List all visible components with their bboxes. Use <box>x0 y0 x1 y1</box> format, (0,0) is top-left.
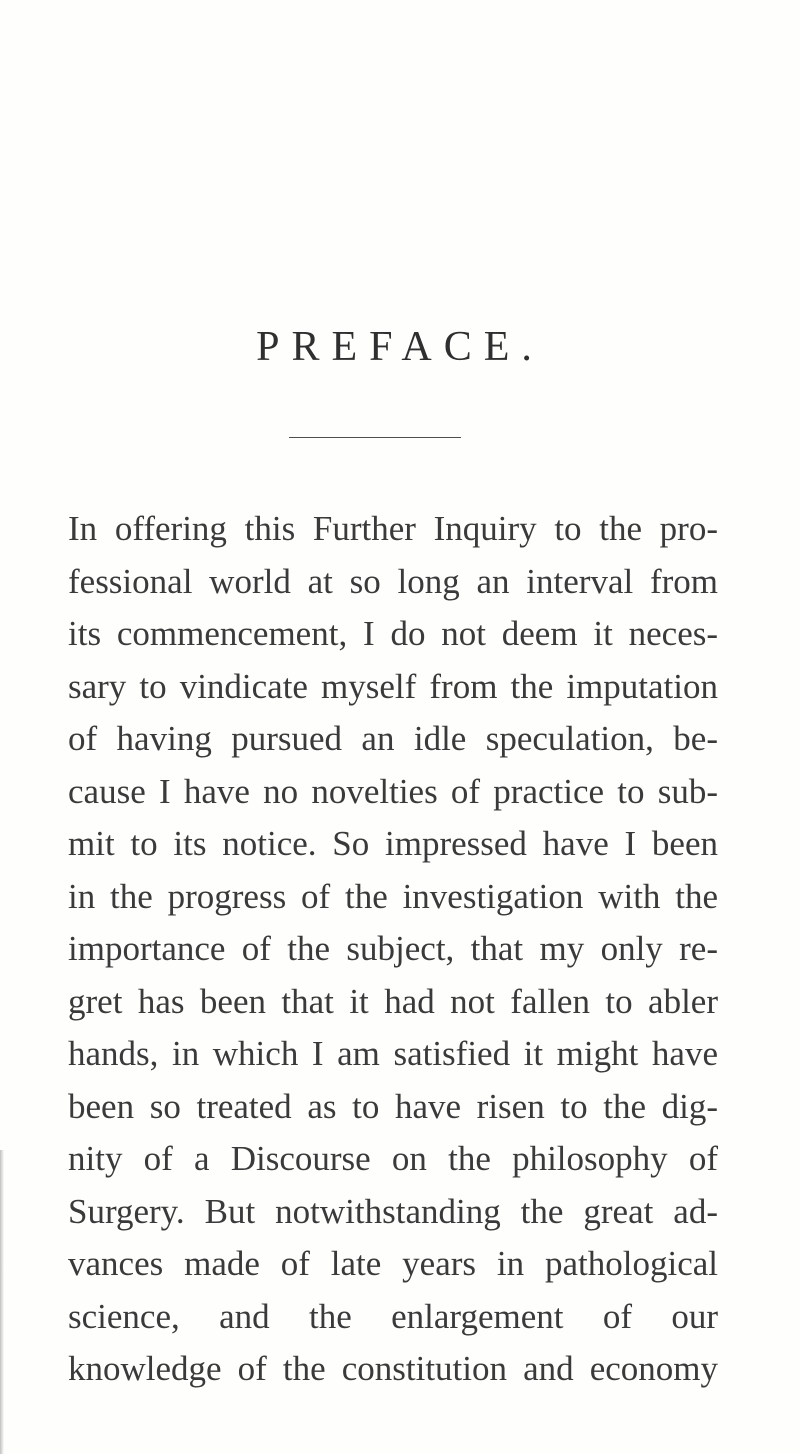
text-line: knowledge of the constitution and economy <box>68 1349 718 1388</box>
text-line: nity of a Discourse on the philosophy of <box>68 1139 718 1178</box>
text-line: vances made of late years in pathological <box>68 1244 718 1283</box>
text-line: of having pursued an idle speculation, be- <box>68 719 718 758</box>
text-line: Surgery. But notwithstanding the great ad- <box>68 1191 718 1231</box>
page-title: PREFACE. <box>256 324 544 370</box>
text-line: mit to its notice. So impressed have I been <box>68 824 718 863</box>
text-line: been so treated as to have risen to the dig- <box>68 1086 718 1126</box>
text-line: cause I have no novelties of practice to sub- <box>68 771 718 811</box>
text-line: gret has been that it had not fallen to abler <box>68 981 718 1021</box>
text-line: science, and the enlargement of our <box>68 1296 718 1336</box>
text-line: its commencement, I do not deem it neces- <box>68 614 718 653</box>
title-divider <box>289 437 461 438</box>
text-line: fessional world at so long an interval from <box>68 561 718 601</box>
text-line: hands, in which I am satisfied it might have <box>68 1034 718 1073</box>
text-line: sary to vindicate myself from the imputation <box>68 666 718 706</box>
preface-paragraph <box>68 503 718 1396</box>
text-line: In offering this Further Inquiry to the pro- <box>68 509 718 548</box>
text-line: importance of the subject, that my only re- <box>68 929 718 968</box>
page-edge-shadow <box>0 1150 4 1454</box>
text-line: in the progress of the investigation with the <box>68 876 718 916</box>
